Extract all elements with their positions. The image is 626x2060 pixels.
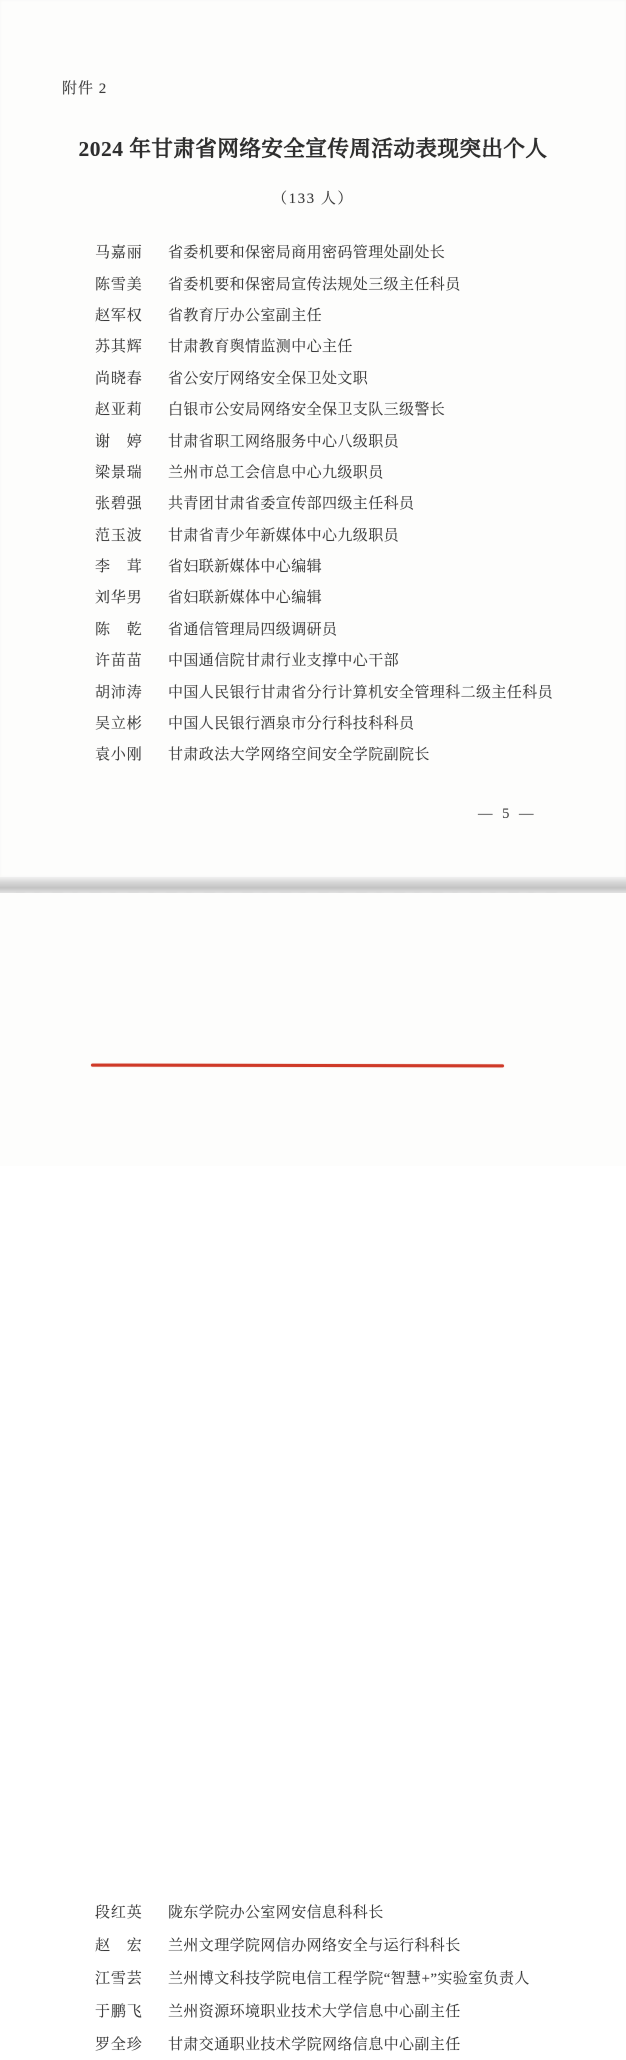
table-row bbox=[95, 738, 553, 769]
table-row bbox=[95, 1895, 530, 1928]
person-title: 兰州博文科技学院电信工程学院“智慧+”实验室负责人 bbox=[168, 1971, 530, 1987]
person-name: 赵军权 bbox=[95, 307, 142, 324]
person-name: 段红英 bbox=[95, 1905, 142, 1921]
person-name: 陈雪美 bbox=[95, 276, 142, 293]
person-name: 赵亚莉 bbox=[95, 402, 142, 419]
table-row bbox=[95, 2027, 530, 2060]
page-1-fragment bbox=[0, 0, 626, 877]
person-title: 甘肃省青少年新媒体中心九级职员 bbox=[168, 527, 400, 544]
person-title: 兰州文理学院网信办网络安全与运行科科长 bbox=[168, 1938, 461, 1954]
person-title: 省妇联新媒体中心编辑 bbox=[168, 590, 323, 607]
headcount-subtitle: （133 人） bbox=[272, 191, 354, 207]
person-name: 胡沛涛 bbox=[95, 684, 142, 701]
table-row bbox=[95, 393, 553, 424]
person-name: 苏其辉 bbox=[95, 339, 142, 356]
person-title: 兰州资源环境职业技术大学信息中心副主任 bbox=[168, 2004, 461, 2020]
table-row bbox=[95, 456, 553, 487]
table-row bbox=[95, 613, 553, 644]
person-name: 尚晓春 bbox=[95, 370, 142, 387]
person-title: 甘肃交通职业技术学院网络信息中心副主任 bbox=[168, 2037, 461, 2053]
person-title: 省委机要和保密局宣传法规处三级主任科员 bbox=[168, 276, 461, 293]
person-name: 许苗苗 bbox=[95, 653, 142, 670]
people-list-page-1 bbox=[95, 236, 553, 770]
person-title: 甘肃省职工网络服务中心八级职员 bbox=[168, 433, 400, 450]
attachment-label: 附件 2 bbox=[62, 81, 108, 97]
person-name: 梁景瑞 bbox=[95, 464, 142, 481]
person-title: 省妇联新媒体中心编辑 bbox=[168, 559, 323, 576]
page-title: 2024 年甘肃省网络安全宣传周活动表现突出个人 bbox=[78, 137, 548, 161]
table-row bbox=[95, 424, 553, 455]
person-name: 陈乾 bbox=[95, 621, 142, 638]
person-name: 李茸 bbox=[95, 559, 142, 576]
person-title: 白银市公安局网络安全保卫支队三级警长 bbox=[168, 402, 446, 419]
person-title: 中国通信院甘肃行业支撑中心干部 bbox=[168, 653, 400, 670]
page-2-fragment bbox=[0, 893, 626, 2053]
person-name: 刘华男 bbox=[95, 590, 142, 607]
person-name: 于鹏飞 bbox=[95, 2004, 142, 2020]
table-row bbox=[95, 550, 553, 581]
person-name: 袁小刚 bbox=[95, 747, 142, 764]
table-row bbox=[95, 519, 553, 550]
table-row bbox=[95, 267, 553, 298]
table-row bbox=[95, 330, 553, 361]
red-highlight-underline bbox=[91, 1063, 504, 1067]
person-title: 陇东学院办公室网安信息科科长 bbox=[168, 1905, 384, 1921]
table-row-highlighted bbox=[95, 1928, 530, 1961]
table-row bbox=[95, 362, 553, 393]
person-title: 共青团甘肃省委宣传部四级主任科员 bbox=[168, 496, 415, 513]
person-name: 马嘉丽 bbox=[95, 245, 142, 262]
person-title: 甘肃政法大学网络空间安全学院副院长 bbox=[168, 747, 430, 764]
table-row bbox=[95, 707, 553, 738]
person-title: 省公安厅网络安全保卫处文职 bbox=[168, 370, 369, 387]
people-list-page-2 bbox=[95, 1895, 530, 2060]
page-number: — 5 — bbox=[478, 806, 537, 822]
person-title: 兰州市总工会信息中心九级职员 bbox=[168, 464, 384, 481]
table-row bbox=[95, 299, 553, 330]
person-name: 赵宏 bbox=[95, 1938, 142, 1954]
person-name: 吴立彬 bbox=[95, 716, 142, 733]
person-title: 中国人民银行甘肃省分行计算机安全管理科二级主任科员 bbox=[168, 684, 554, 701]
person-name: 江雪芸 bbox=[95, 1971, 142, 1987]
person-name: 范玉波 bbox=[95, 527, 142, 544]
person-title: 省教育厅办公室副主任 bbox=[168, 307, 323, 324]
table-row bbox=[95, 644, 553, 675]
table-row bbox=[95, 487, 553, 518]
person-name: 谢婷 bbox=[95, 433, 142, 450]
person-title: 甘肃教育舆情监测中心主任 bbox=[168, 339, 353, 356]
table-row bbox=[95, 236, 553, 267]
page-separator bbox=[0, 877, 626, 893]
person-title: 省委机要和保密局商用密码管理处副处长 bbox=[168, 245, 446, 262]
table-row bbox=[95, 581, 553, 612]
person-name: 罗全珍 bbox=[95, 2037, 142, 2053]
table-row bbox=[95, 1994, 530, 2027]
table-row bbox=[95, 675, 553, 706]
table-row bbox=[95, 1961, 530, 1994]
person-title: 省通信管理局四级调研员 bbox=[168, 621, 338, 638]
person-title: 中国人民银行酒泉市分行科技科科员 bbox=[168, 716, 415, 733]
person-name: 张碧强 bbox=[95, 496, 142, 513]
